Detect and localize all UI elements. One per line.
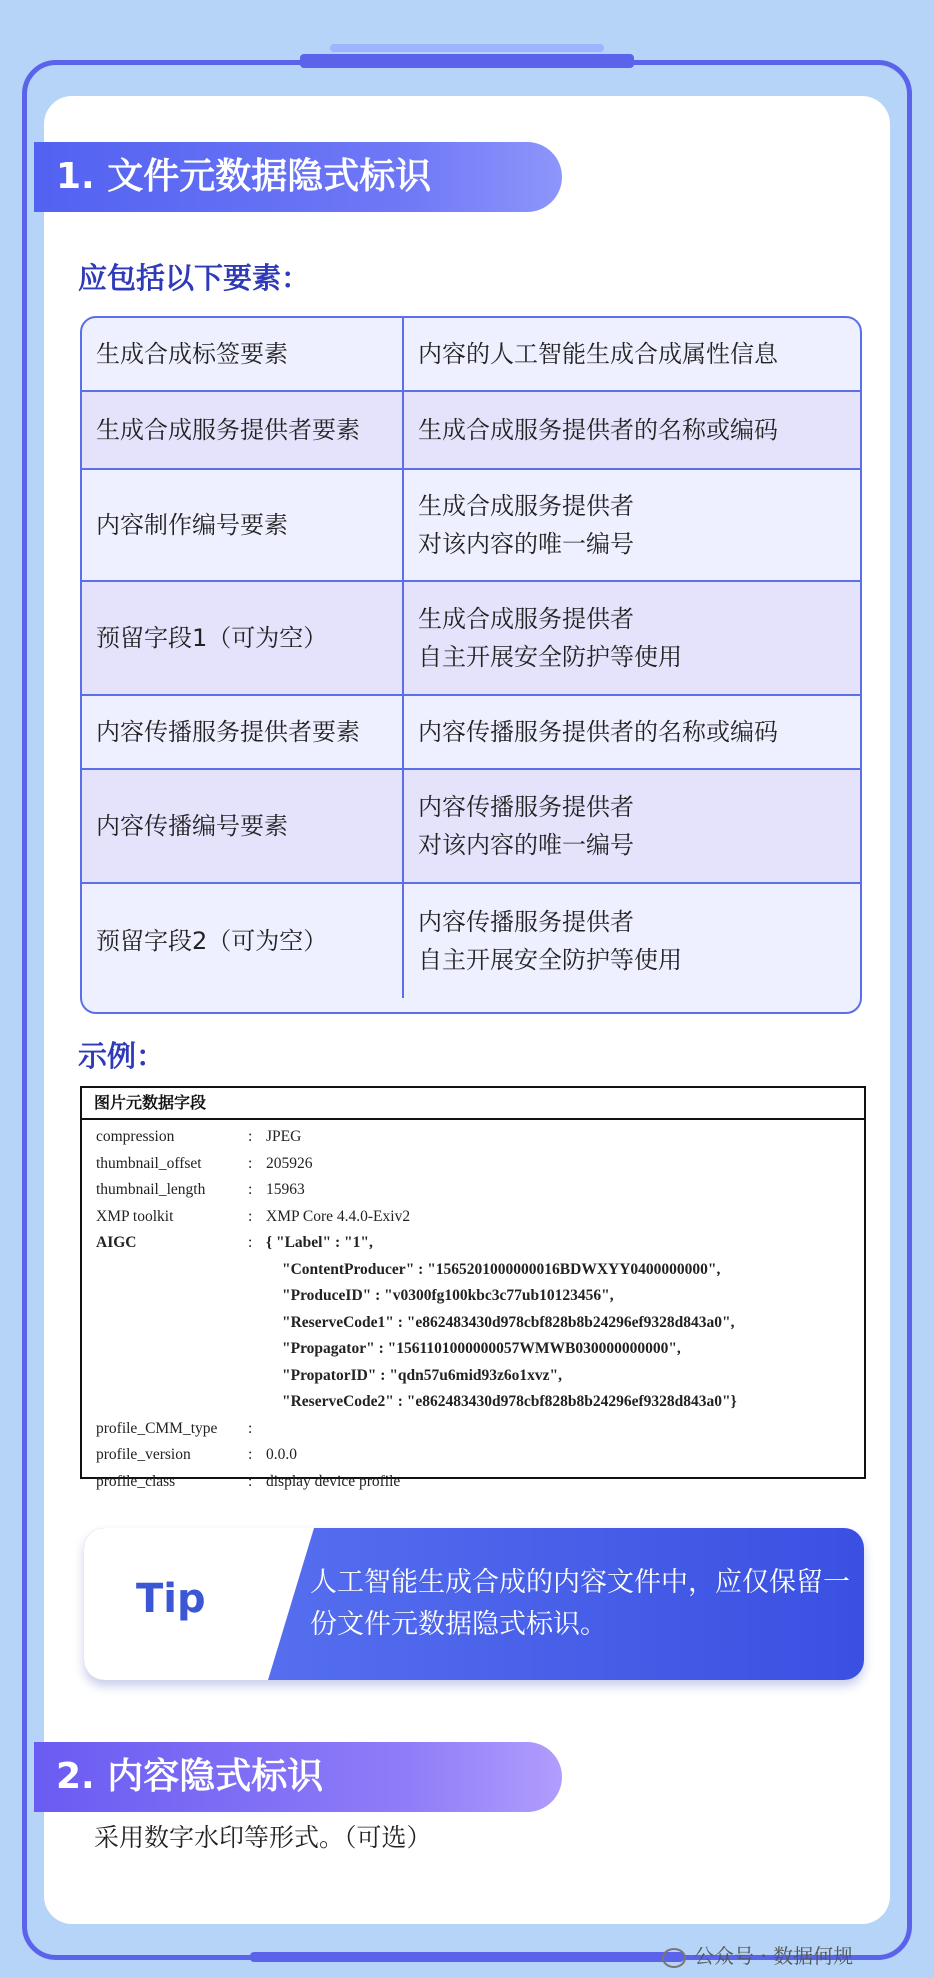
metadata-title: 图片元数据字段 — [82, 1088, 864, 1120]
table-row — [82, 392, 860, 470]
section-1-title: 1. 文件元数据隐式标识 — [34, 142, 562, 212]
metadata-value: "ReserveCode2" : "e862483430d978cbf828b8b24296ef9328d843a0"} — [282, 1393, 737, 1410]
watermark-text: 公众号 · 数据何规 — [694, 1944, 854, 1968]
element-name: 预留字段2（可为空） — [82, 884, 404, 998]
element-description-line: 自主开展安全防护等使用 — [418, 946, 682, 974]
element-description-line: 生成合成服务提供者 — [418, 492, 634, 520]
metadata-value: 0.0.0 — [266, 1446, 297, 1463]
elements-heading: 应包括以下要素： — [78, 261, 311, 295]
metadata-row — [82, 1177, 864, 1204]
metadata-separator: : — [248, 1446, 253, 1463]
element-description-line: 生成合成服务提供者的名称或编码 — [418, 416, 778, 444]
metadata-value: "PropatorID" : "qdn57u6mid93z6o1xvz", — [282, 1366, 562, 1384]
tip-text: 人工智能生成合成的内容文件中，应仅保留一份文件元数据隐式标识。 — [310, 1567, 850, 1640]
element-description-line: 内容的人工智能生成合成属性信息 — [418, 340, 778, 368]
element-name: 预留字段1（可为空） — [82, 582, 404, 694]
metadata-separator: : — [248, 1419, 253, 1437]
metadata-key: profile_CMM_type — [96, 1419, 218, 1437]
element-description-line: 生成合成服务提供者 — [418, 605, 634, 633]
metadata-separator: : — [248, 1154, 253, 1172]
metadata-value: "ProduceID" : "v0300fg100kbc3c77ub10123456", — [282, 1287, 614, 1304]
watermark — [662, 1940, 853, 1969]
metadata-separator: : — [248, 1181, 253, 1198]
tip-label: Tip — [136, 1576, 206, 1622]
metadata-value: display device profile — [266, 1472, 401, 1490]
metadata-value: 15963 — [266, 1181, 305, 1198]
metadata-row — [82, 1442, 864, 1469]
metadata-row — [82, 1230, 864, 1257]
table-row — [82, 582, 860, 696]
metadata-key: thumbnail_offset — [96, 1154, 202, 1172]
metadata-row — [82, 1151, 864, 1178]
metadata-row — [82, 1416, 864, 1443]
metadata-row — [82, 1389, 864, 1416]
table-row — [82, 696, 860, 770]
metadata-row — [82, 1310, 864, 1337]
metadata-value: XMP Core 4.4.0-Exiv2 — [266, 1207, 411, 1225]
metadata-key: compression — [96, 1128, 175, 1145]
example-heading: 示例： — [78, 1039, 166, 1073]
elements-table — [80, 316, 862, 1014]
table-row — [82, 884, 860, 998]
table-row — [82, 470, 860, 582]
element-name: 生成合成服务提供者要素 — [82, 392, 404, 468]
metadata-row — [82, 1257, 864, 1284]
metadata-row — [82, 1124, 864, 1151]
metadata-value: 205926 — [266, 1154, 313, 1172]
element-description — [404, 318, 860, 390]
metadata-row — [82, 1336, 864, 1363]
metadata-key: XMP toolkit — [96, 1207, 174, 1225]
frame-top-accent-light — [330, 44, 604, 52]
element-description-line: 内容传播服务提供者的名称或编码 — [418, 718, 778, 746]
metadata-separator: : — [248, 1234, 253, 1251]
element-description — [404, 582, 860, 694]
element-description — [404, 884, 860, 998]
element-description-line: 对该内容的唯一编号 — [418, 831, 634, 859]
metadata-row — [82, 1469, 864, 1496]
metadata-rows — [82, 1120, 864, 1495]
metadata-separator: : — [248, 1472, 253, 1490]
element-description — [404, 696, 860, 768]
metadata-example — [80, 1086, 866, 1490]
metadata-value: "ContentProducer" : "1565201000000016BDWXYY0400000000", — [282, 1260, 721, 1278]
metadata-row — [82, 1363, 864, 1390]
element-name: 内容传播编号要素 — [82, 770, 404, 882]
metadata-value: { "Label" : "1", — [266, 1234, 373, 1251]
section-2-body: 采用数字水印等形式。（可选） — [94, 1823, 432, 1852]
element-description — [404, 770, 860, 882]
metadata-separator: : — [248, 1207, 253, 1225]
metadata-row — [82, 1283, 864, 1310]
table-row — [82, 770, 860, 884]
metadata-row — [82, 1204, 864, 1231]
element-description-line: 内容传播服务提供者 — [418, 908, 634, 936]
element-description — [404, 392, 860, 468]
metadata-separator: : — [248, 1128, 253, 1145]
metadata-value: JPEG — [266, 1128, 302, 1145]
tip-callout — [84, 1528, 864, 1680]
element-name: 内容制作编号要素 — [82, 470, 404, 580]
metadata-key: profile_version — [96, 1446, 191, 1463]
metadata-value: "ReserveCode1" : "e862483430d978cbf828b8b24296ef9328d843a0", — [282, 1313, 735, 1331]
metadata-key: profile_class — [96, 1472, 176, 1490]
element-description-line: 自主开展安全防护等使用 — [418, 643, 682, 671]
table-row — [82, 318, 860, 392]
metadata-key: thumbnail_length — [96, 1181, 206, 1198]
metadata-key: AIGC — [96, 1234, 137, 1251]
frame-bottom-accent — [250, 1952, 684, 1962]
element-description-line: 内容传播服务提供者 — [418, 793, 634, 821]
wechat-icon — [662, 1948, 686, 1968]
section-2-title: 2. 内容隐式标识 — [34, 1742, 562, 1812]
metadata-value: "Propagator" : "1561101000000057WMWB030000000000", — [282, 1340, 681, 1357]
element-description — [404, 470, 860, 580]
element-name: 内容传播服务提供者要素 — [82, 696, 404, 768]
element-name: 生成合成标签要素 — [82, 318, 404, 390]
element-description-line: 对该内容的唯一编号 — [418, 530, 634, 558]
